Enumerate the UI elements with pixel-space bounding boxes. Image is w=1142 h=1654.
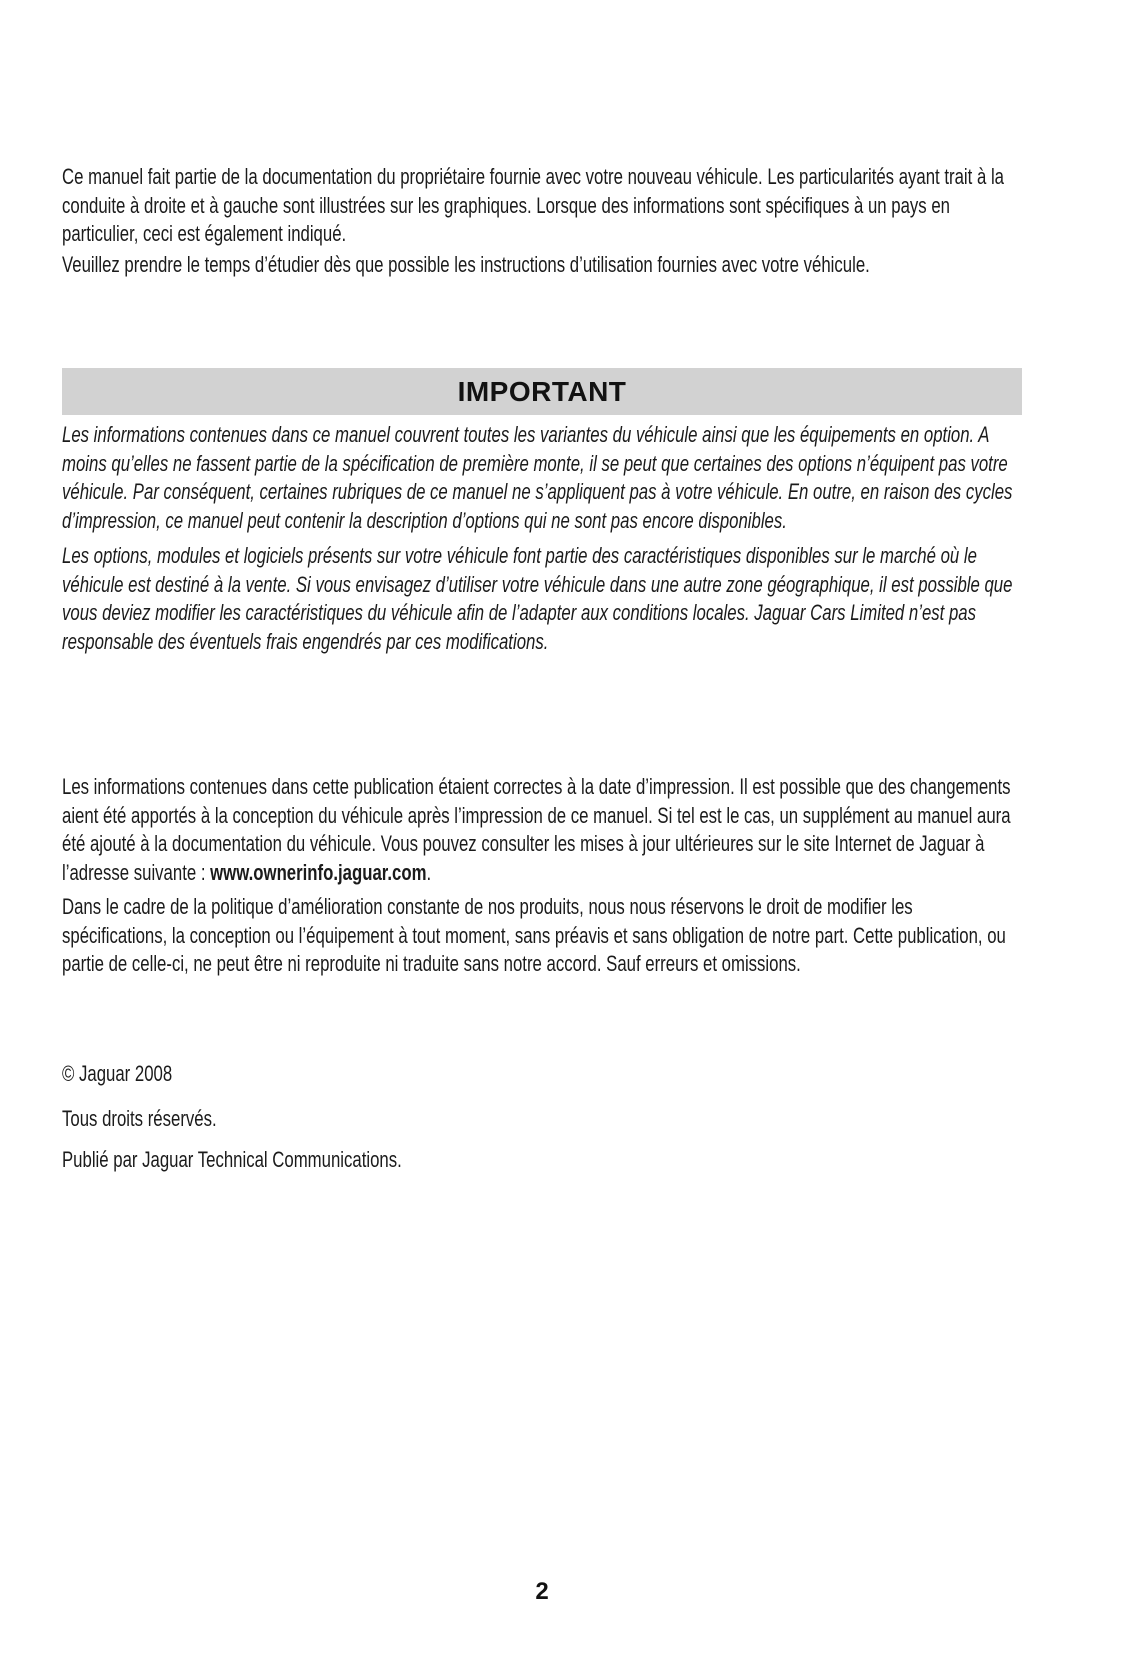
important-section [62, 421, 1022, 656]
publication-text-before-url: Les informations contenues dans cette publication étaient correctes à la date d’impression. Il est possible que des changements aient été apportés à la conception du véhicule après l’impression de ce manuel. Si tel est le cas, un supplément au manuel aura été ajouté à la documentation du véhicule. Vous pouvez consulter les mises à jour ultérieures sur le site Internet de Jaguar à l’adresse suivante : [62, 774, 1011, 885]
rights-line: Tous droits réservés. [62, 1106, 217, 1131]
important-banner [62, 368, 1022, 415]
owner-info-url[interactable]: www.ownerinfo.jaguar.com [210, 859, 427, 885]
imprint-section [62, 1060, 1022, 1175]
important-paragraph-2: Les options, modules et logiciels présents sur votre véhicule font partie des caractéristiques disponibles sur le marché où le véhicule est destiné à la vente. Si vous envisagez d’utiliser votre véhicule dans une autre zone géographique, il est possible que vous deviez modifier les caractéristiques du véhicule afin de l’adapter aux conditions locales. Jaguar Cars Limited n’est pas responsable des éventuels frais engendrés par ces modifications. [62, 543, 1013, 654]
copyright-line: © Jaguar 2008 [62, 1060, 173, 1086]
policy-paragraph: Dans le cadre de la politique d’amélioration constante de nos produits, nous nous réservons le droit de modifier les spécifications, la conception ou l’équipement à tout moment, sans préavis et sans obligation de notre part. Cette publication, ou partie de celle-ci, ne peut être ni reproduite ni traduite sans notre accord. Sauf erreurs et omissions. [62, 894, 1006, 976]
manual-page [62, 0, 1022, 1174]
publication-paragraph [62, 773, 1022, 887]
page-number: 2 [535, 1578, 549, 1605]
important-heading: IMPORTANT [457, 376, 627, 407]
publisher-line: Publié par Jaguar Technical Communications. [62, 1146, 402, 1172]
publication-text-after-url: . [426, 859, 432, 885]
intro-paragraph-1: Ce manuel fait partie de la documentation du propriétaire fournie avec votre nouveau véhicule. Les particularités ayant trait à la conduite à droite et à gauche sont illustrées sur les graphiques. Lorsque des informations sont spécifiques à un pays en particulier, ceci est également indiqué. [62, 164, 1005, 246]
important-paragraph-1: Les informations contenues dans ce manuel couvrent toutes les variantes du véhicule ainsi que les équipements en option. A moins qu’elles ne fassent partie de la spécification de première monte, il se peut que certaines des options n’équipent pas votre véhicule. Par conséquent, certaines rubriques de ce manuel ne s’appliquent pas à votre véhicule. En outre, en raison des cycles d’impression, ce manuel peut contenir la description d’options qui ne sont pas encore disponibles. [62, 422, 1013, 533]
publication-section [62, 773, 1022, 979]
intro-section [62, 163, 1022, 279]
intro-paragraph-2: Veuillez prendre le temps d’étudier dès que possible les instructions d’utilisation fournies avec votre véhicule. [62, 251, 870, 277]
